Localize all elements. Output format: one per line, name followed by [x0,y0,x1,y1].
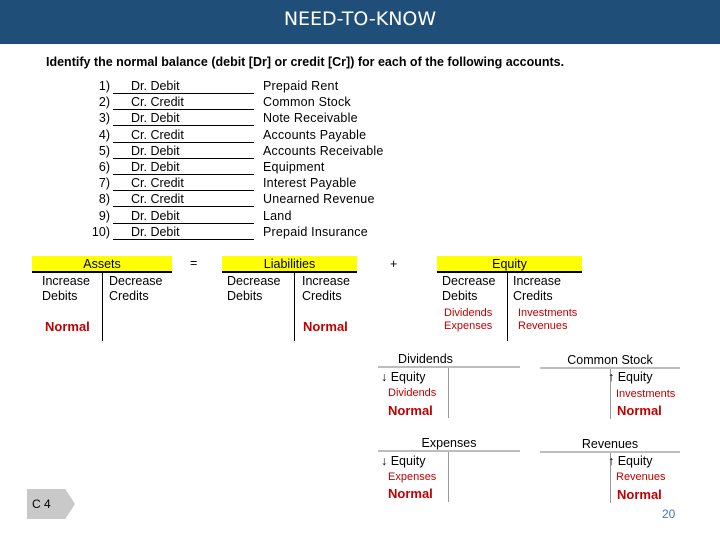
equity-right-sub-1: Investments [518,307,578,319]
account-name: Prepaid Rent [263,79,339,93]
equity-left-sub-2: Expenses [444,320,493,332]
plus-sign: + [390,257,398,271]
answer-blank[interactable] [113,128,254,143]
expenses-effect: ↓ Equity [381,454,426,468]
dividends-effect: ↓ Equity [381,370,426,384]
liabilities-left-label-2: Debits [227,289,263,303]
account-name: Land [263,208,292,223]
item-number: 7) [98,176,110,191]
dividends-t-divider [448,368,449,418]
equity-right-sub-2: Revenues [518,320,568,332]
account-name: Equipment [263,160,325,174]
item-number: 10) [91,224,110,239]
dividends-normal-label: Normal [388,403,433,418]
assets-normal-label: Normal [45,319,90,334]
revenues-sub: Revenues [616,471,666,483]
liabilities-t-divider [294,273,295,341]
expenses-sub: Expenses [388,471,437,483]
common-stock-sub: Investments [616,388,676,400]
account-name: Unearned Revenue [263,192,375,207]
equity-t-divider [507,273,508,341]
account-name: Accounts Receivable [263,143,384,158]
account-name: Accounts Payable [263,127,367,142]
answer-blank[interactable] [113,176,254,191]
assets-t-divider [102,273,103,341]
equity-left-label: Decrease [442,274,496,288]
account-name: Interest Payable [263,176,357,191]
answer-text: Dr. Debit [131,224,180,239]
liabilities-normal-label: Normal [303,319,348,334]
dividends-sub: Dividends [388,387,437,399]
answer-blank[interactable] [113,111,254,126]
chapter-badge-label: C 4 [32,497,51,511]
assets-left-label-2: Debits [42,289,78,303]
equity-title: Equity [492,257,527,271]
revenues-normal-label: Normal [617,487,662,502]
account-name: Note Receivable [263,111,358,126]
assets-title: Assets [83,257,121,271]
assets-left-label: Increase [42,274,90,288]
equity-left-label-2: Debits [442,289,478,303]
item-number: 4) [98,127,110,142]
liabilities-right-label-2: Credits [302,289,342,303]
answer-text: Dr. Debit [131,79,180,93]
answer-blank[interactable] [113,79,254,94]
answer-blank[interactable] [113,95,254,110]
liabilities-left-label: Decrease [227,274,281,288]
equity-right-label: Increase [513,274,561,288]
equity-left-sub-1: Dividends [444,307,493,319]
answer-text: Cr. Credit [131,192,184,207]
answer-text: Dr. Debit [131,160,180,174]
expenses-t-divider [448,452,449,502]
item-number: 8) [98,192,110,207]
item-number: 2) [98,95,110,110]
account-name: Common Stock [263,95,351,110]
common-stock-title: Common Stock [567,353,653,367]
equals-sign: = [190,256,198,270]
answer-text: Dr. Debit [131,111,180,126]
answer-blank[interactable] [113,209,254,224]
instruction-text: Identify the normal balance (debit [Dr] or credit [Cr]) for each of the following accounts. [46,55,565,69]
answer-blank[interactable] [113,225,254,240]
liabilities-title: Liabilities [263,257,316,271]
revenues-title: Revenues [581,437,639,451]
item-number: 3) [98,111,110,126]
item-number: 9) [98,208,110,223]
answer-blank[interactable] [113,144,254,159]
answer-text: Dr. Debit [131,143,180,158]
item-number: 1) [98,79,110,93]
expenses-t-bar [378,450,520,452]
equity-right-label-2: Credits [513,289,553,303]
answer-blank[interactable] [113,192,254,207]
account-name: Prepaid Insurance [263,224,368,239]
item-number: 5) [98,143,110,158]
expenses-normal-label: Normal [388,486,433,501]
dividends-t-bar [378,366,520,368]
answer-text: Cr. Credit [131,95,184,110]
answer-text: Cr. Credit [131,127,184,142]
liabilities-right-label: Increase [302,274,350,288]
page-number: 20 [662,507,676,521]
dividends-title: Dividends [398,352,453,366]
answer-text: Dr. Debit [131,208,180,223]
common-stock-normal-label: Normal [617,403,662,418]
answer-text: Cr. Credit [131,176,184,191]
answer-blank[interactable] [113,160,254,175]
item-number: 6) [98,160,110,174]
assets-right-label: Decrease [109,274,163,288]
page-title: NEED-TO-KNOW [283,8,437,30]
assets-right-label-2: Credits [109,289,149,303]
revenues-effect: ↑ Equity [608,454,653,468]
expenses-title: Expenses [421,436,477,450]
common-stock-effect: ↑ Equity [608,370,653,384]
